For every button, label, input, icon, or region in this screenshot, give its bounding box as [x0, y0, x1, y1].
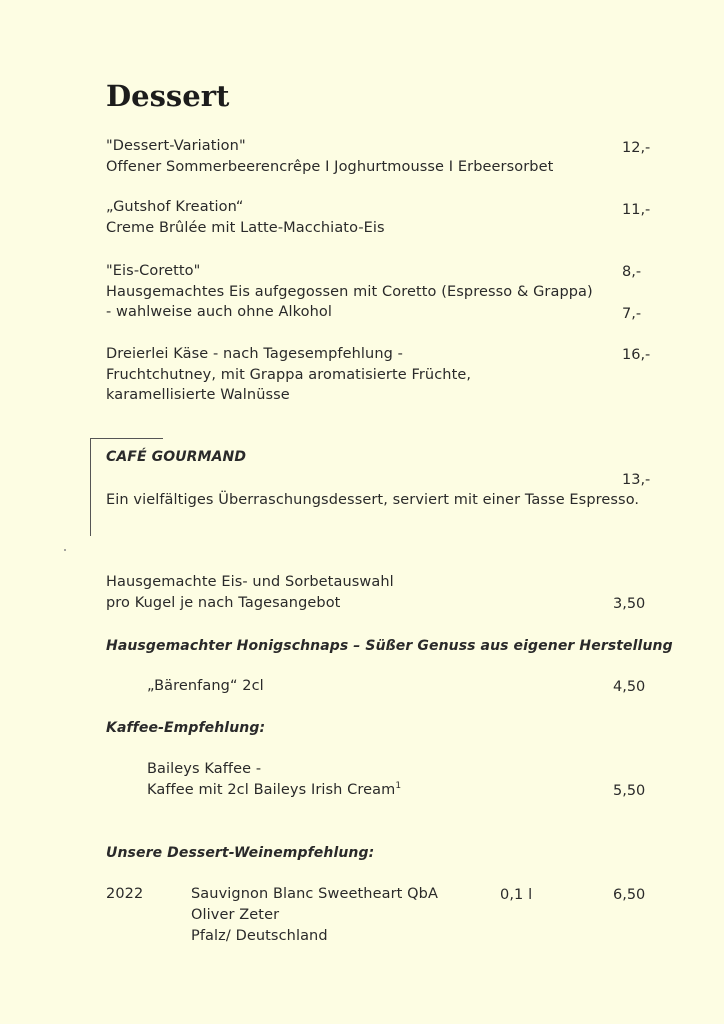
item-name: Dreierlei Käse - nach Tagesempfehlung -: [106, 346, 403, 362]
page-title: Dessert: [106, 79, 230, 113]
wein-name: Sauvignon Blanc Sweetheart QbA: [191, 886, 438, 902]
honig-price: 4,50: [613, 679, 646, 695]
footnote-marker: 1: [395, 781, 402, 792]
cafe-frame-top: [90, 438, 163, 439]
kaffee-heading: Kaffee-Empfehlung:: [106, 720, 266, 736]
cafe-description: Ein vielfältiges Überraschungsdessert, serviert mit einer Tasse Espresso.: [106, 492, 640, 508]
item-price-alt: 7,-: [622, 306, 642, 322]
kaffee-line1: Baileys Kaffee -: [147, 761, 262, 777]
item-price: 11,-: [622, 202, 651, 218]
eis-price: 3,50: [613, 596, 646, 612]
item-description: Fruchtchutney, mit Grappa aromatisierte Früchte,: [106, 367, 472, 383]
item-name: "Dessert-Variation": [106, 138, 246, 154]
kaffee-price: 5,50: [613, 783, 646, 799]
item-description: Hausgemachtes Eis aufgegossen mit Coretto (Espresso & Grappa): [106, 284, 593, 300]
item-price: 12,-: [622, 140, 651, 156]
item-name: "Eis-Coretto": [106, 263, 201, 279]
item-description: Offener Sommerbeerencrêpe I Joghurtmousse I Erbeersorbet: [106, 159, 554, 175]
eis-line2: pro Kugel je nach Tagesangebot: [106, 595, 341, 611]
item-name: „Gutshof Kreation“: [106, 199, 244, 215]
kaffee-line2: [147, 780, 401, 801]
wein-price: 6,50: [613, 887, 646, 903]
wein-region: Pfalz/ Deutschland: [191, 928, 328, 944]
honig-heading: Hausgemachter Honigschnaps – Süßer Genuss aus eigener Herstellung: [106, 638, 673, 654]
wein-heading: Unsere Dessert-Weinempfehlung:: [106, 845, 375, 861]
scan-speck: [64, 549, 66, 551]
item-description: Creme Brûlée mit Latte-Macchiato-Eis: [106, 220, 385, 236]
wein-producer: Oliver Zeter: [191, 907, 280, 923]
honig-item: „Bärenfang“ 2cl: [147, 678, 264, 694]
wein-year: 2022: [106, 886, 144, 902]
cafe-frame-left: [90, 438, 91, 536]
cafe-heading: CAFÉ GOURMAND: [106, 449, 247, 465]
item-price: 8,-: [622, 264, 642, 280]
cafe-price: 13,-: [622, 472, 651, 488]
wein-volume: 0,1 l: [500, 887, 533, 903]
item-description-note: - wahlweise auch ohne Alkohol: [106, 304, 333, 320]
item-description-cont: karamellisierte Walnüsse: [106, 387, 290, 403]
kaffee-line2-text: Kaffee mit 2cl Baileys Irish Cream: [147, 782, 396, 798]
eis-line1: Hausgemachte Eis- und Sorbetauswahl: [106, 574, 394, 590]
item-price: 16,-: [622, 347, 651, 363]
